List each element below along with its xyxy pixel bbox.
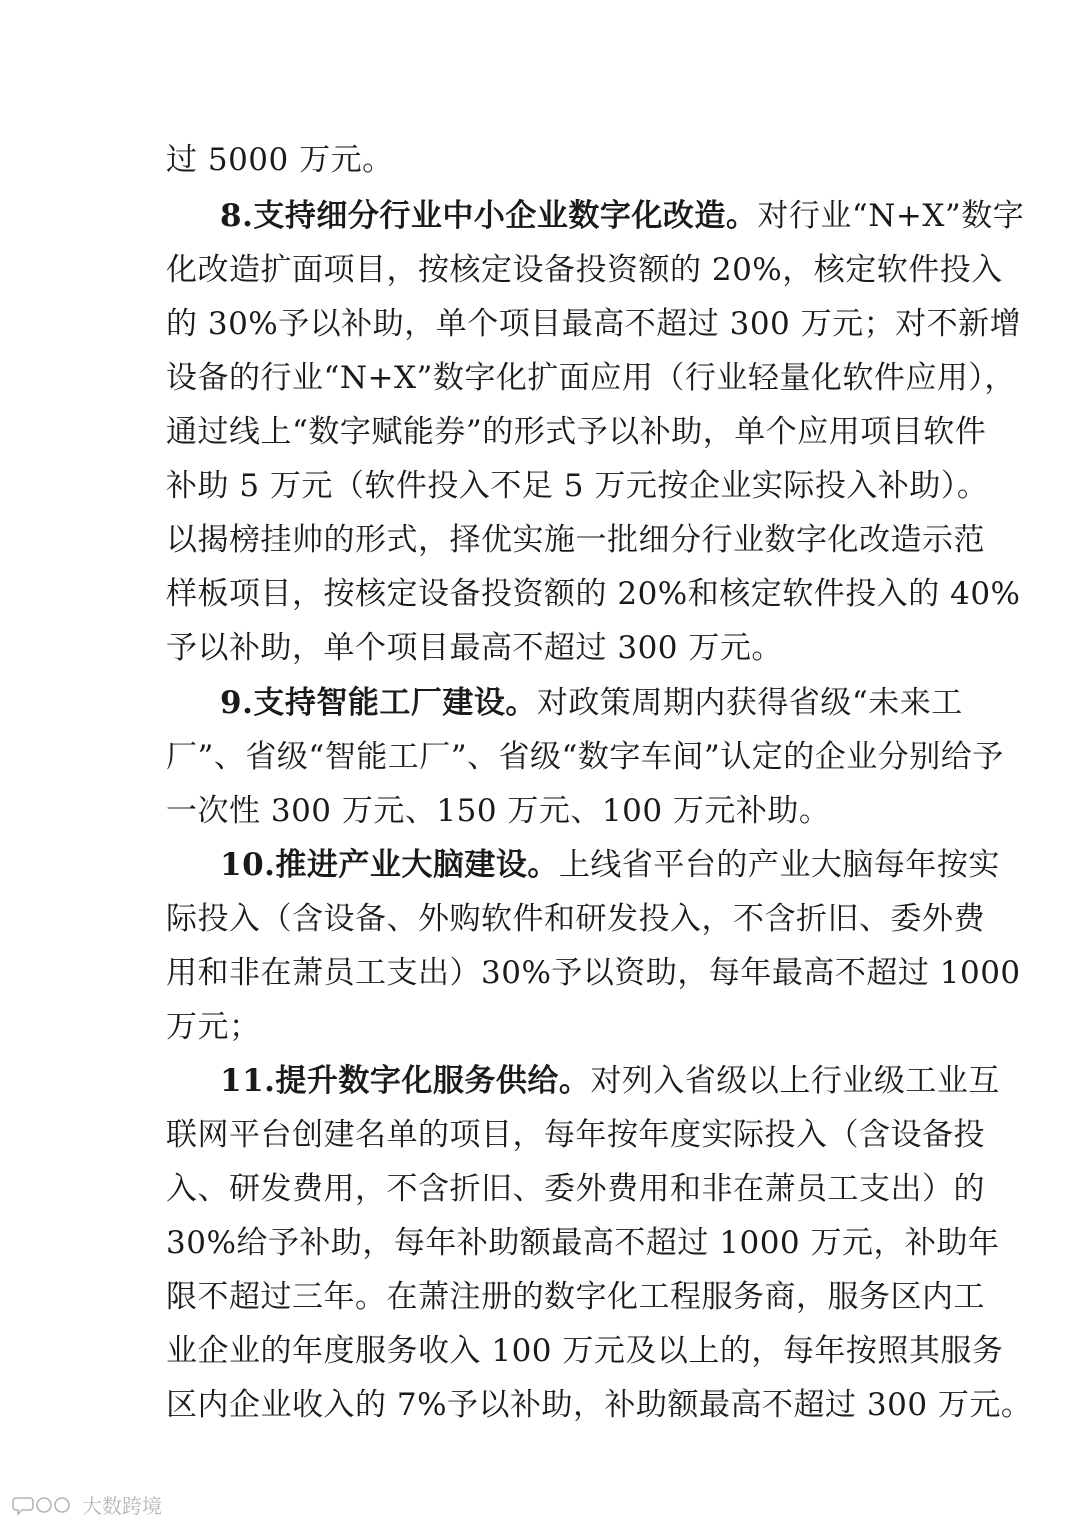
paragraph-line: 际投入（含设备、外购软件和研发投入，不含折旧、委外费 xyxy=(166,901,985,937)
paragraph-line: 过 5000 万元。 xyxy=(166,142,394,178)
paragraph-line: 11.提升数字化服务供给。对列入省级以上行业级工业互 xyxy=(220,1063,1000,1099)
paragraph-line: 设备的行业“N+X”数字化扩面应用（行业轻量化软件应用）， xyxy=(166,360,1016,396)
paragraph-line: 万元； xyxy=(166,1009,261,1045)
paragraph-line: 9.支持智能工厂建设。对政策周期内获得省级“未来工 xyxy=(220,685,963,721)
paragraph-line: 30%给予补助，每年补助额最高不超过 1000 万元，补助年 xyxy=(166,1225,1000,1261)
section-heading: 10.推进产业大脑建设。 xyxy=(220,847,559,883)
section-heading: 9.支持智能工厂建设。 xyxy=(220,685,537,721)
paragraph-line: 一次性 300 万元、150 万元、100 万元补助。 xyxy=(166,793,831,829)
paragraph-line: 补助 5 万元（软件投入不足 5 万元按企业实际投入补助）。 xyxy=(166,468,989,504)
paragraph-line: 限不超过三年。在萧注册的数字化工程服务商，服务区内工 xyxy=(166,1279,985,1315)
watermark xyxy=(12,1490,162,1519)
paragraph-line: 用和非在萧员工支出）30%予以资助，每年最高不超过 1000 xyxy=(166,955,1021,991)
paragraph-line: 业企业的年度服务收入 100 万元及以上的，每年按照其服务 xyxy=(166,1333,1004,1369)
section-heading: 8.支持细分行业中小企业数字化改造。 xyxy=(220,198,758,234)
paragraph-line: 入、研发费用，不含折旧、委外费用和非在萧员工支出）的 xyxy=(166,1171,985,1207)
chat-bubble-logo-icon xyxy=(12,1494,76,1516)
paragraph-line: 8.支持细分行业中小企业数字化改造。对行业“N+X”数字 xyxy=(220,198,1025,234)
paragraph-line: 联网平台创建名单的项目，每年按年度实际投入（含设备投 xyxy=(166,1117,985,1153)
paragraph-line: 通过线上“数字赋能券”的形式予以补助，单个应用项目软件 xyxy=(166,414,987,450)
paragraph-line: 区内企业收入的 7%予以补助，补助额最高不超过 300 万元。 xyxy=(166,1387,1033,1423)
paragraph-line: 样板项目，按核定设备投资额的 20%和核定软件投入的 40% xyxy=(166,576,1021,612)
section-heading: 11.提升数字化服务供给。 xyxy=(220,1063,591,1099)
paragraph-line: 化改造扩面项目，按核定设备投资额的 20%，核定软件投入 xyxy=(166,252,1003,288)
paragraph-line: 予以补助，单个项目最高不超过 300 万元。 xyxy=(166,630,783,666)
paragraph-line: 的 30%予以补助，单个项目最高不超过 300 万元；对不新增 xyxy=(166,306,1022,342)
paragraph-line: 10.推进产业大脑建设。上线省平台的产业大脑每年按实 xyxy=(220,847,1000,883)
paragraph-line: 厂”、省级“智能工厂”、省级“数字车间”认定的企业分别给予 xyxy=(166,739,1004,775)
watermark-text: 大数跨境 xyxy=(82,1494,162,1518)
paragraph-line: 以揭榜挂帅的形式，择优实施一批细分行业数字化改造示范 xyxy=(166,522,985,558)
